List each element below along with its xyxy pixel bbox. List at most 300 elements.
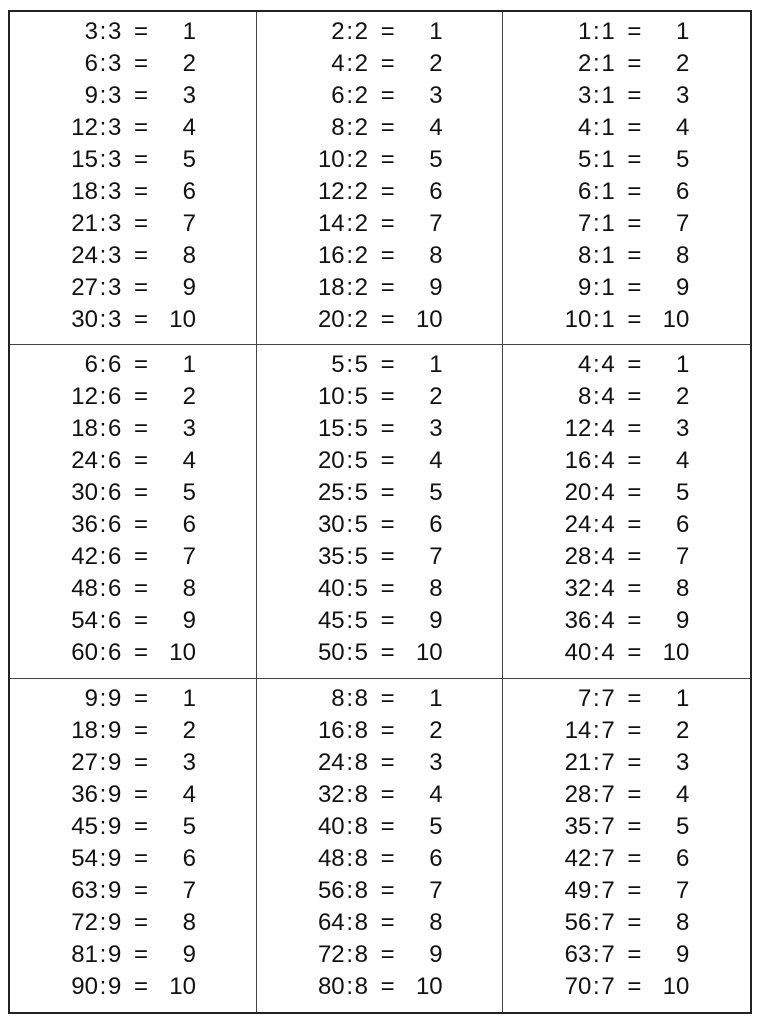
quotient: 8 xyxy=(675,908,690,936)
division-sign: : xyxy=(592,972,600,1000)
divisor: 1 xyxy=(601,50,615,77)
division-sign: : xyxy=(592,114,600,141)
quotient: 1 xyxy=(182,684,196,712)
division-sign: : xyxy=(346,972,353,1000)
quotient: 2 xyxy=(675,383,690,411)
equation-row xyxy=(503,112,750,144)
equals-sign: = xyxy=(380,511,395,539)
division-sign: : xyxy=(99,479,107,507)
quotient: 5 xyxy=(429,146,443,173)
dividend: 8 xyxy=(577,383,592,411)
equation-row xyxy=(257,176,503,208)
divisor: 1 xyxy=(601,274,615,301)
equation-row xyxy=(503,747,750,779)
dividend: 35 xyxy=(317,543,345,571)
equation-row xyxy=(257,939,503,971)
division-sign: : xyxy=(99,575,107,603)
dividend: 21 xyxy=(71,210,98,237)
quotient: 5 xyxy=(675,479,690,507)
divisor: 8 xyxy=(354,908,369,936)
equals-sign: = xyxy=(134,146,149,173)
division-sign: : xyxy=(346,876,353,904)
divisor: 9 xyxy=(108,908,122,936)
division-sign: : xyxy=(592,684,600,712)
equation-row xyxy=(10,413,256,445)
quotient: 9 xyxy=(675,274,690,301)
equation-row xyxy=(257,304,503,336)
equation-row xyxy=(10,683,256,715)
division-sign: : xyxy=(346,18,353,45)
equation-row xyxy=(257,875,503,907)
dividend: 12 xyxy=(71,114,98,141)
equals-sign: = xyxy=(627,543,642,571)
quotient: 1 xyxy=(429,18,443,45)
division-sign: : xyxy=(346,447,353,475)
equals-sign: = xyxy=(627,274,642,301)
dividend: 60 xyxy=(71,639,98,667)
equals-sign: = xyxy=(134,479,149,507)
division-sign: : xyxy=(592,575,600,603)
equals-sign: = xyxy=(134,306,149,333)
quotient: 3 xyxy=(182,82,196,109)
equals-sign: = xyxy=(627,178,642,205)
equation-row xyxy=(257,573,503,605)
equals-sign: = xyxy=(627,383,642,411)
quotient: 5 xyxy=(182,479,196,507)
quotient: 4 xyxy=(675,780,690,808)
equation-row xyxy=(503,683,750,715)
divisor: 5 xyxy=(354,639,369,667)
divisor: 3 xyxy=(108,50,122,77)
division-sign: : xyxy=(592,351,600,379)
dividend: 5 xyxy=(577,146,592,173)
equation-row xyxy=(257,445,503,477)
divisor: 6 xyxy=(108,607,122,635)
dividend: 42 xyxy=(71,543,98,571)
dividend: 18 xyxy=(317,274,345,301)
division-sign: : xyxy=(592,607,600,635)
divisor: 2 xyxy=(354,82,369,109)
divisor: 9 xyxy=(108,684,122,712)
quotient: 4 xyxy=(429,114,443,141)
equation-row xyxy=(10,477,256,509)
quotient: 10 xyxy=(662,972,690,1000)
equals-sign: = xyxy=(380,908,395,936)
table-block xyxy=(10,345,257,678)
division-sign: : xyxy=(346,543,353,571)
dividend: 24 xyxy=(71,447,98,475)
equals-sign: = xyxy=(380,415,395,443)
dividend: 4 xyxy=(331,50,345,77)
equation-row xyxy=(503,939,750,971)
division-sign: : xyxy=(592,82,600,109)
divisor: 8 xyxy=(354,940,369,968)
dividend: 7 xyxy=(577,684,592,712)
division-sign: : xyxy=(99,543,107,571)
equation-row xyxy=(257,112,503,144)
equation-row xyxy=(257,509,503,541)
divisor: 6 xyxy=(108,447,122,475)
equation-row xyxy=(10,637,256,669)
divisor: 4 xyxy=(601,575,615,603)
division-sign: : xyxy=(346,639,353,667)
quotient: 10 xyxy=(415,306,443,333)
equals-sign: = xyxy=(380,543,395,571)
equals-sign: = xyxy=(134,940,149,968)
equals-sign: = xyxy=(380,780,395,808)
equation-row xyxy=(257,747,503,779)
equation-row xyxy=(257,843,503,875)
equals-sign: = xyxy=(134,639,149,667)
equation-row xyxy=(10,509,256,541)
division-sign: : xyxy=(99,351,107,379)
equals-sign: = xyxy=(134,908,149,936)
equation-row xyxy=(10,907,256,939)
quotient: 3 xyxy=(675,415,690,443)
quotient: 9 xyxy=(182,607,196,635)
divisor: 4 xyxy=(601,479,615,507)
divisor: 2 xyxy=(354,146,369,173)
table-block xyxy=(10,12,257,345)
division-sign: : xyxy=(346,684,353,712)
dividend: 30 xyxy=(71,479,98,507)
equation-row xyxy=(257,971,503,1003)
dividend: 72 xyxy=(317,940,345,968)
equation-row xyxy=(10,445,256,477)
quotient: 1 xyxy=(429,684,443,712)
quotient: 5 xyxy=(182,812,196,840)
division-sign: : xyxy=(346,146,353,173)
dividend: 27 xyxy=(71,748,98,776)
divisor: 4 xyxy=(601,447,615,475)
dividend: 10 xyxy=(317,383,345,411)
equals-sign: = xyxy=(134,274,149,301)
quotient: 8 xyxy=(675,575,690,603)
equation-row xyxy=(257,779,503,811)
quotient: 6 xyxy=(182,844,196,872)
equals-sign: = xyxy=(627,639,642,667)
equation-row xyxy=(257,715,503,747)
equals-sign: = xyxy=(380,146,395,173)
dividend: 10 xyxy=(564,306,592,333)
dividend: 8 xyxy=(577,242,592,269)
quotient: 7 xyxy=(182,210,196,237)
equals-sign: = xyxy=(134,415,149,443)
divisor: 2 xyxy=(354,178,369,205)
divisor: 1 xyxy=(601,178,615,205)
equation-row xyxy=(10,779,256,811)
divisor: 4 xyxy=(601,639,615,667)
division-sign: : xyxy=(99,812,107,840)
quotient: 10 xyxy=(169,306,196,333)
divisor: 7 xyxy=(601,780,615,808)
divisor: 3 xyxy=(108,274,122,301)
dividend: 90 xyxy=(71,972,98,1000)
equals-sign: = xyxy=(134,876,149,904)
equation-row xyxy=(503,907,750,939)
dividend: 28 xyxy=(564,543,592,571)
equation-row xyxy=(257,811,503,843)
equation-row xyxy=(10,208,256,240)
divisor: 1 xyxy=(601,306,615,333)
dividend: 32 xyxy=(564,575,592,603)
equation-row xyxy=(257,477,503,509)
division-sign: : xyxy=(346,748,353,776)
dividend: 21 xyxy=(564,748,592,776)
equation-row xyxy=(503,509,750,541)
dividend: 4 xyxy=(577,114,592,141)
division-sign: : xyxy=(346,415,353,443)
dividend: 56 xyxy=(564,908,592,936)
division-sign: : xyxy=(99,716,107,744)
equals-sign: = xyxy=(627,716,642,744)
divisor: 3 xyxy=(108,18,122,45)
equals-sign: = xyxy=(134,511,149,539)
divisor: 4 xyxy=(601,607,615,635)
dividend: 18 xyxy=(71,178,98,205)
quotient: 2 xyxy=(182,716,196,744)
equals-sign: = xyxy=(627,511,642,539)
divisor: 7 xyxy=(601,940,615,968)
quotient: 1 xyxy=(675,684,690,712)
divisor: 8 xyxy=(354,844,369,872)
quotient: 2 xyxy=(429,383,443,411)
equals-sign: = xyxy=(627,908,642,936)
quotient: 8 xyxy=(429,242,443,269)
table-block xyxy=(257,679,504,1012)
divisor: 9 xyxy=(108,812,122,840)
quotient: 2 xyxy=(429,50,443,77)
division-sign: : xyxy=(346,383,353,411)
dividend: 63 xyxy=(71,876,98,904)
dividend: 72 xyxy=(71,908,98,936)
equation-row xyxy=(503,144,750,176)
divisor: 7 xyxy=(601,908,615,936)
dividend: 20 xyxy=(317,447,345,475)
equation-row xyxy=(10,715,256,747)
equals-sign: = xyxy=(627,812,642,840)
division-sign: : xyxy=(592,415,600,443)
divisor: 5 xyxy=(354,543,369,571)
division-sign: : xyxy=(592,447,600,475)
equation-row xyxy=(10,112,256,144)
quotient: 3 xyxy=(182,748,196,776)
division-sign: : xyxy=(346,82,353,109)
dividend: 20 xyxy=(317,306,345,333)
quotient: 2 xyxy=(675,50,690,77)
division-sign: : xyxy=(592,178,600,205)
dividend: 9 xyxy=(577,274,592,301)
equation-row xyxy=(257,80,503,112)
division-sign: : xyxy=(99,876,107,904)
equals-sign: = xyxy=(380,306,395,333)
equals-sign: = xyxy=(380,684,395,712)
division-sign: : xyxy=(99,748,107,776)
division-sign: : xyxy=(592,844,600,872)
equals-sign: = xyxy=(134,748,149,776)
equals-sign: = xyxy=(627,940,642,968)
equals-sign: = xyxy=(627,146,642,173)
dividend: 40 xyxy=(317,575,345,603)
dividend: 9 xyxy=(84,82,98,109)
equals-sign: = xyxy=(134,178,149,205)
division-sign: : xyxy=(99,511,107,539)
division-sign: : xyxy=(592,511,600,539)
division-sign: : xyxy=(99,50,107,77)
dividend: 40 xyxy=(317,812,345,840)
divisor: 5 xyxy=(354,575,369,603)
equation-row xyxy=(10,541,256,573)
quotient: 4 xyxy=(429,447,443,475)
divisor: 7 xyxy=(601,812,615,840)
equals-sign: = xyxy=(380,82,395,109)
quotient: 9 xyxy=(429,607,443,635)
dividend: 3 xyxy=(577,82,592,109)
equation-row xyxy=(503,477,750,509)
dividend: 15 xyxy=(71,146,98,173)
dividend: 25 xyxy=(317,479,345,507)
quotient: 10 xyxy=(169,639,196,667)
dividend: 80 xyxy=(317,972,345,1000)
dividend: 48 xyxy=(71,575,98,603)
divisor: 2 xyxy=(354,18,369,45)
dividend: 24 xyxy=(71,242,98,269)
dividend: 45 xyxy=(317,607,345,635)
division-sign: : xyxy=(99,306,107,333)
quotient: 9 xyxy=(182,274,196,301)
dividend: 20 xyxy=(564,479,592,507)
equals-sign: = xyxy=(380,447,395,475)
quotient: 9 xyxy=(675,940,690,968)
quotient: 9 xyxy=(675,607,690,635)
equals-sign: = xyxy=(134,575,149,603)
quotient: 4 xyxy=(182,447,196,475)
dividend: 54 xyxy=(71,607,98,635)
equals-sign: = xyxy=(380,242,395,269)
dividend: 4 xyxy=(577,351,592,379)
quotient: 3 xyxy=(429,748,443,776)
equation-row xyxy=(257,605,503,637)
division-sign: : xyxy=(592,940,600,968)
table-block xyxy=(503,679,750,1012)
equation-row xyxy=(10,843,256,875)
equals-sign: = xyxy=(134,780,149,808)
equation-row xyxy=(10,272,256,304)
divisor: 3 xyxy=(108,82,122,109)
division-sign: : xyxy=(592,383,600,411)
table-block xyxy=(503,12,750,345)
dividend: 6 xyxy=(84,351,98,379)
divisor: 8 xyxy=(354,716,369,744)
dividend: 7 xyxy=(577,210,592,237)
quotient: 1 xyxy=(675,18,690,45)
division-sign: : xyxy=(346,50,353,77)
quotient: 4 xyxy=(182,114,196,141)
equation-row xyxy=(10,80,256,112)
quotient: 3 xyxy=(429,82,443,109)
dividend: 15 xyxy=(317,415,345,443)
dividend: 36 xyxy=(564,607,592,635)
divisor: 9 xyxy=(108,844,122,872)
equation-row xyxy=(503,381,750,413)
divisor: 6 xyxy=(108,415,122,443)
equation-row xyxy=(10,939,256,971)
equals-sign: = xyxy=(627,242,642,269)
division-sign: : xyxy=(592,639,600,667)
divisor: 5 xyxy=(354,351,369,379)
dividend: 6 xyxy=(577,178,592,205)
division-sign: : xyxy=(346,575,353,603)
equals-sign: = xyxy=(134,447,149,475)
quotient: 10 xyxy=(169,972,196,1000)
quotient: 5 xyxy=(429,812,443,840)
equation-row xyxy=(10,811,256,843)
equals-sign: = xyxy=(627,447,642,475)
dividend: 3 xyxy=(84,18,98,45)
division-sign: : xyxy=(346,780,353,808)
quotient: 6 xyxy=(675,178,690,205)
division-sign: : xyxy=(592,748,600,776)
division-sign: : xyxy=(592,210,600,237)
equation-row xyxy=(10,240,256,272)
division-sign: : xyxy=(99,684,107,712)
divisor: 8 xyxy=(354,684,369,712)
equation-row xyxy=(503,80,750,112)
equation-row xyxy=(503,349,750,381)
divisor: 4 xyxy=(601,511,615,539)
division-sign: : xyxy=(592,908,600,936)
equation-row xyxy=(503,413,750,445)
equals-sign: = xyxy=(627,82,642,109)
quotient: 7 xyxy=(182,543,196,571)
divisor: 1 xyxy=(601,82,615,109)
dividend: 14 xyxy=(564,716,592,744)
equals-sign: = xyxy=(134,543,149,571)
equals-sign: = xyxy=(134,351,149,379)
equals-sign: = xyxy=(627,575,642,603)
division-sign: : xyxy=(99,383,107,411)
equation-row xyxy=(257,541,503,573)
quotient: 7 xyxy=(675,543,690,571)
division-sign: : xyxy=(99,844,107,872)
quotient: 6 xyxy=(429,178,443,205)
quotient: 7 xyxy=(429,543,443,571)
equation-row xyxy=(503,811,750,843)
quotient: 2 xyxy=(182,383,196,411)
dividend: 12 xyxy=(317,178,345,205)
divisor: 1 xyxy=(601,114,615,141)
equals-sign: = xyxy=(134,812,149,840)
equals-sign: = xyxy=(134,383,149,411)
divisor: 7 xyxy=(601,716,615,744)
divisor: 6 xyxy=(108,351,122,379)
equals-sign: = xyxy=(380,575,395,603)
division-sign: : xyxy=(99,447,107,475)
divisor: 4 xyxy=(601,351,615,379)
quotient: 5 xyxy=(429,479,443,507)
divisor: 8 xyxy=(354,748,369,776)
quotient: 1 xyxy=(429,351,443,379)
quotient: 8 xyxy=(429,575,443,603)
divisor: 9 xyxy=(108,876,122,904)
dividend: 6 xyxy=(331,82,345,109)
dividend: 14 xyxy=(317,210,345,237)
divisor: 9 xyxy=(108,716,122,744)
divisor: 9 xyxy=(108,940,122,968)
division-sign: : xyxy=(592,274,600,301)
equals-sign: = xyxy=(380,383,395,411)
equation-row xyxy=(503,445,750,477)
